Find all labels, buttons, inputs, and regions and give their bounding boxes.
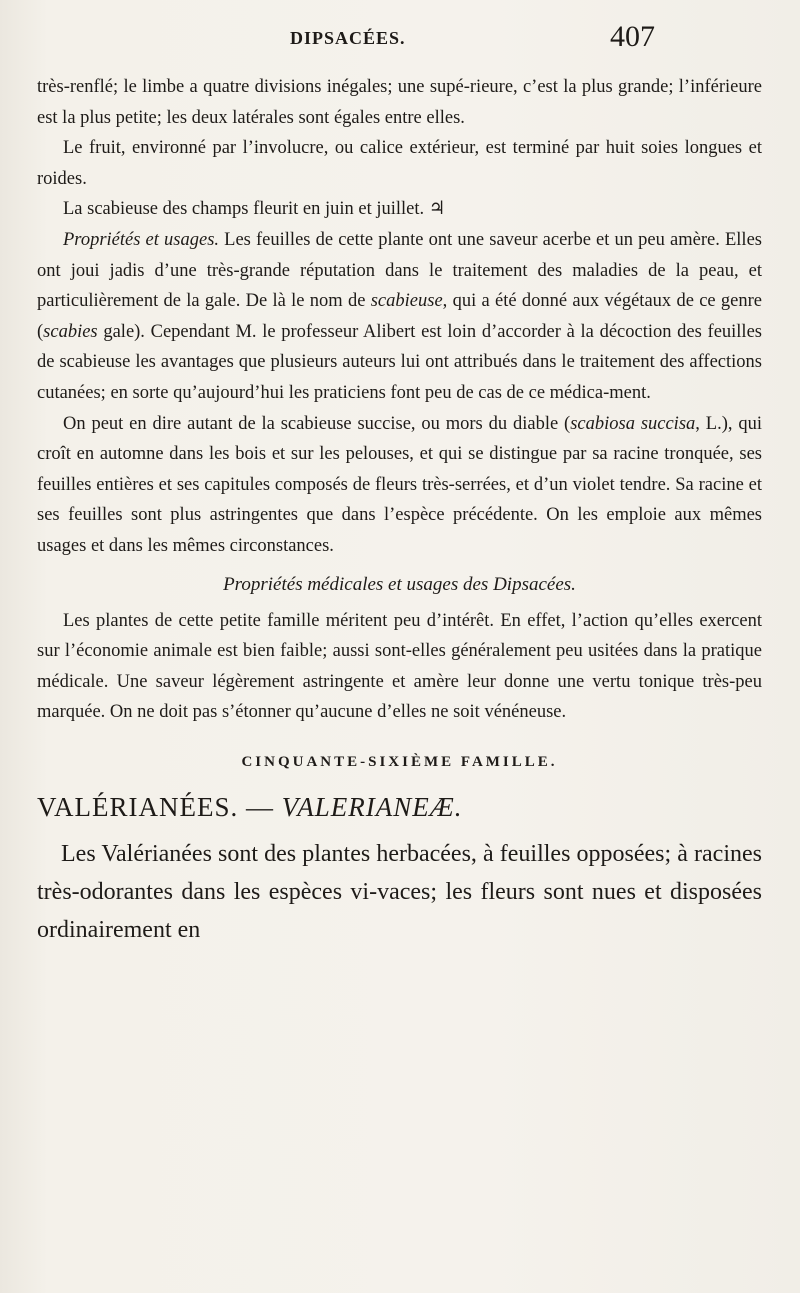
paragraph-flowering: La scabieuse des champs fleurit en juin et juillet. ♃ — [63, 199, 446, 220]
family-name — [37, 789, 762, 825]
paragraph-succise — [37, 409, 762, 562]
section-title: Propriétés médicales et usages des Dipsacées. — [223, 573, 576, 595]
properties-text-a: Les feuilles de cette plante ont une saveur acerbe et un peu amère. Elles ont joui jadis d’une très-grande réputation dans le traitement des maladies de la peau, et particulièrement de la gale. De là le nom de — [37, 229, 762, 312]
paragraph-properties — [37, 225, 762, 409]
family-name-dash: — — [238, 791, 282, 822]
succise-text-a: On peut en dire autant de la scabieuse succise, ou mors du diable ( — [63, 413, 571, 434]
term-scabieuse: scabieuse — [370, 291, 443, 312]
term-scabiosa-succisa: scabiosa succisa — [570, 413, 696, 434]
body-text — [37, 72, 762, 949]
family-name-latin: VALERIANEÆ. — [281, 791, 463, 822]
paragraph-continuation: très-renflé; le limbe a quatre divisions inégales; une supé-rieure, c’est la plus grande; l’inférieure est la plus petite; les deux latérales sont égales entre elles. — [37, 77, 762, 128]
page-header — [0, 20, 800, 60]
paragraph-valerianees: Les Valérianées sont des plantes herbacées, à feuilles opposées; à racines très-odorantes dans les espèces vi-vaces; les fleurs sont nues et disposées ordinairement en — [37, 840, 762, 943]
properties-heading: Propriétés et usages. — [63, 229, 220, 250]
paragraph-fruit: Le fruit, environné par l’involucre, ou calice extérieur, est terminé par huit soies longues et roides. — [37, 138, 762, 189]
family-label: CINQUANTE-SIXIÈME FAMILLE. — [241, 753, 558, 770]
running-head: DIPSACÉES. — [290, 28, 406, 48]
family-name-french: VALÉRIANÉES. — [37, 791, 239, 822]
paragraph-dipsacees: Les plantes de cette petite famille méritent peu d’intérêt. En effet, l’action qu’elles exercent sur l’économie animale est bien faible; aussi sont-elles généralement peu usitées dans la pratique médicale. Une saveur légèrement astringente et amère leur donne une vertu tonique très-peu marquée. On ne doit pas s’étonner qu’aucune d’elles ne soit vénéneuse. — [37, 610, 762, 723]
properties-text-c: gale). Cependant M. le professeur Alibert est loin d’accorder à la décoction des feuilles de scabieuse les avantages que plusieurs auteurs lui ont attribués dans le traitement des affections cutanées; en sorte qu’aujourd’hui les praticiens font peu de cas de ce médica-ment. — [37, 321, 762, 403]
term-scabies: scabies — [43, 321, 98, 342]
succise-text-b: , L.), qui croît en automne dans les bois et sur les pelouses, et qui se distingue par sa racine tronquée, ses feuilles entières et ses capitules composés de fleurs très-serrées, et d’un violet tendre. Sa racine et ses feuilles sont plus astringentes que dans l’espèce précédente. On les emploie aux mêmes usages et dans les mêmes circonstances. — [37, 413, 762, 556]
properties-text-b: , qui a été donné aux végétaux de ce genre ( — [37, 291, 763, 342]
page-number: 407 — [610, 20, 655, 53]
